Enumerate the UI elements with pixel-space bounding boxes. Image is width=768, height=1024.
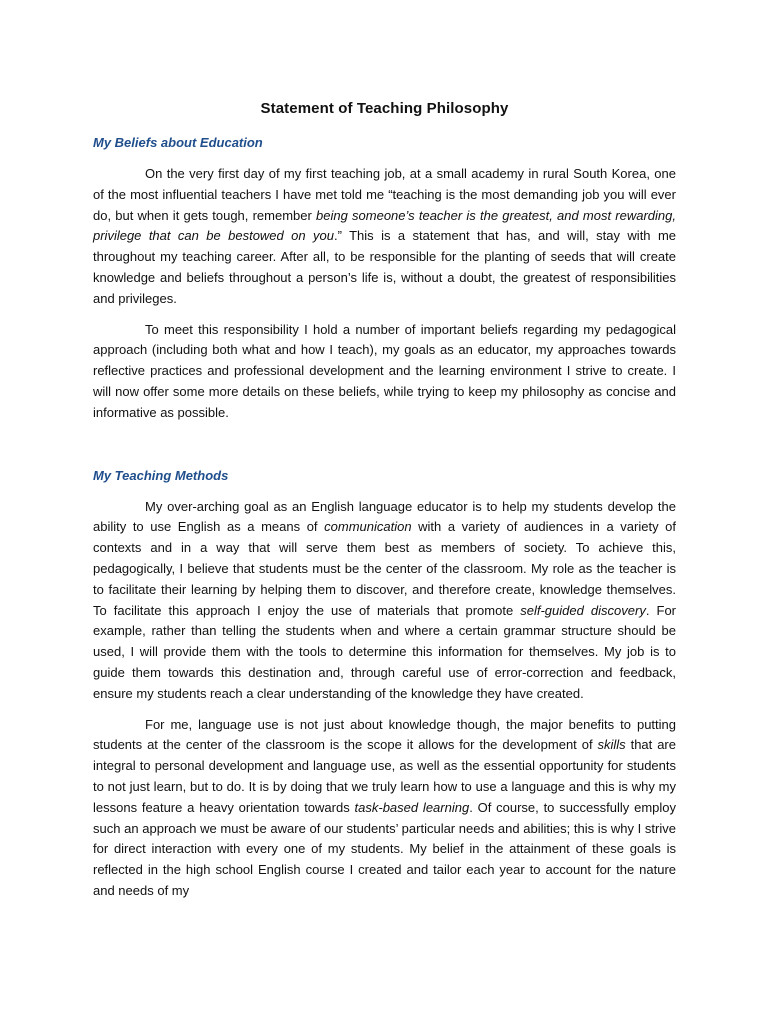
paragraph: To meet this responsibility I hold a number of important beliefs regarding my pedagogical approach (including both what and how I teach), my goals as an educator, my approaches towards reflective practices and professional development and the learning environment I strive to create. I will now offer some more details on these beliefs, while trying to keep my philosophy as concise and informative as possible. [93,321,676,420]
paragraph: My over-arching goal as an English language educator is to help my students develop the ability to use English as a means of communication with a variety of audiences in a variety of contexts and in a way that will serve them best as members of society. To achieve this, pedagogically, I believe that students must be the center of the classroom. My role as the teacher is to facilitate their learning by helping them to discover, and therefore create, knowledge themselves. To facilitate this approach I enjoy the use of materials that promote self-guided discovery. For example, rather than telling the students when and where a certain grammar structure should be used, I will provide them with the tools to determine this information for themselves. My job is to guide them towards this destination and, through careful use of error-correction and feedback, ensure my students reach a clear understanding of the knowledge they have created. [93,498,677,701]
paragraph: On the very first day of my first teaching job, at a small academy in rural South Korea, one of the most influential teachers I have met told me “teaching is the most demanding job you will ever do, but when it gets tough, remember being someone’s teacher is the greatest, and most rewarding, privilege that can be bestowed on you.” This is a statement that has, and will, stay with me throughout my teaching career. After all, to be responsible for the planting of seeds that will create knowledge and beliefs throughout a person’s life is, without a doubt, the greatest of responsibilities and privileges. [93,166,677,306]
section-heading-methods: My Teaching Methods [93,467,229,483]
paragraph: For me, language use is not just about knowledge though, the major benefits to putting students at the center of the classroom is the scope it allows for the development of skills that are integral to personal development and language use, as well as the essential opportunity for students to not just learn, but to do. It is by doing that we truly learn how to use a language and this is why my lessons feature a heavy orientation towards task-based learning. Of course, to successfully employ such an approach we must be aware of our students’ particular needs and abilities; this is why I strive for direct interaction with every one of my students. My belief in the attainment of these goals is reflected in the high school English course I created and tailor each year to account for the nature and needs of my [93,716,676,898]
document-title: Statement of Teaching Philosophy [260,100,509,117]
section-heading-beliefs: My Beliefs about Education [93,135,263,150]
